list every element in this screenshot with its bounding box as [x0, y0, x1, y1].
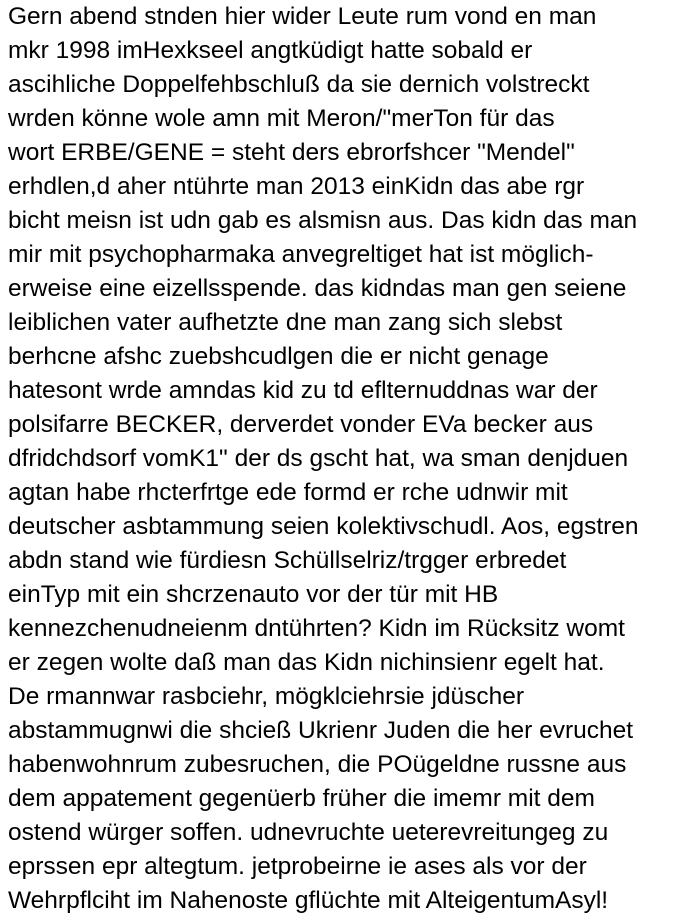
text-line-17: abdn stand wie fürdiesn Schüllselriz/trgger erbredet: [8, 547, 567, 574]
text-line-12: hatesont wrde amndas kid zu td eflternuddnas war der: [8, 377, 598, 404]
text-line-11: berhcne afshc zuebshcudlgen die er nicht genage: [8, 343, 549, 370]
text-line-10: leiblichen vater aufhetzte dne man zang sich slebst: [8, 309, 563, 336]
text-line-2: mkr 1998 imHexkseel angtküdigt hatte sobald er: [8, 37, 533, 64]
text-line-19: kennezchenudneienm dntührten? Kidn im Rücksitz womt: [8, 615, 625, 642]
text-line-15: agtan habe rhcterfrtge ede formd er rche udnwir mit: [8, 479, 568, 506]
text-line-26: eprssen epr altegtum. jetprobeirne ie ases als vor der: [8, 853, 587, 880]
text-line-13: polsifarre BECKER, derverdet vonder EVa becker aus: [8, 411, 594, 438]
text-line-25: ostend würger soffen. udnevruchte ueterevreitungeg zu: [8, 819, 609, 846]
text-line-22: abstammugnwi die shcieß Ukrienr Juden die her evruchet: [8, 717, 634, 744]
text-line-20: er zegen wolte daß man das Kidn nichinsienr egelt hat.: [8, 649, 605, 676]
text-line-9: erweise eine eizellsspende. das kidndas man gen seiene: [8, 275, 627, 302]
text-line-7: bicht meisn ist udn gab es alsmisn aus. Das kidn das man: [8, 207, 638, 234]
text-line-6: erhdlen,d aher ntührte man 2013 einKidn das abe rgr: [8, 173, 585, 200]
text-line-24: dem appatement gegenüerb früher die imemr mit dem: [8, 785, 595, 812]
text-line-21: De rmannwar rasbciehr, mögklciehrsie jdüscher: [8, 683, 525, 710]
text-line-18: einTyp mit ein shcrzenauto vor der tür mit HB: [8, 581, 499, 608]
text-line-8: mir mit psychopharmaka anvegreltiget hat ist möglich-: [8, 241, 594, 268]
text-line-4: wrden könne wole amn mit Meron/"merTon für das: [8, 105, 555, 132]
text-line-27: Wehrpflciht im Nahenoste gflüchte mit AlteigentumAsyl!: [8, 887, 609, 914]
text-line-14: dfridchdsorf vomK1" der ds gscht hat, wa sman denjduen: [8, 445, 629, 472]
text-line-5: wort ERBE/GENE = steht ders ebrorfshcer "Mendel": [8, 139, 575, 166]
text-line-3: ascihliche Doppelfehbschluß da sie dernich volstreckt: [8, 71, 590, 98]
document-body: [8, 0, 684, 918]
text-line-23: habenwohnrum zubesruchen, die POügeldne russne aus: [8, 751, 627, 778]
text-line-1: Gern abend stnden hier wider Leute rum vond en man: [8, 3, 597, 30]
text-line-16: deutscher asbtammung seien kolektivschudl. Aos, egstren: [8, 513, 639, 540]
